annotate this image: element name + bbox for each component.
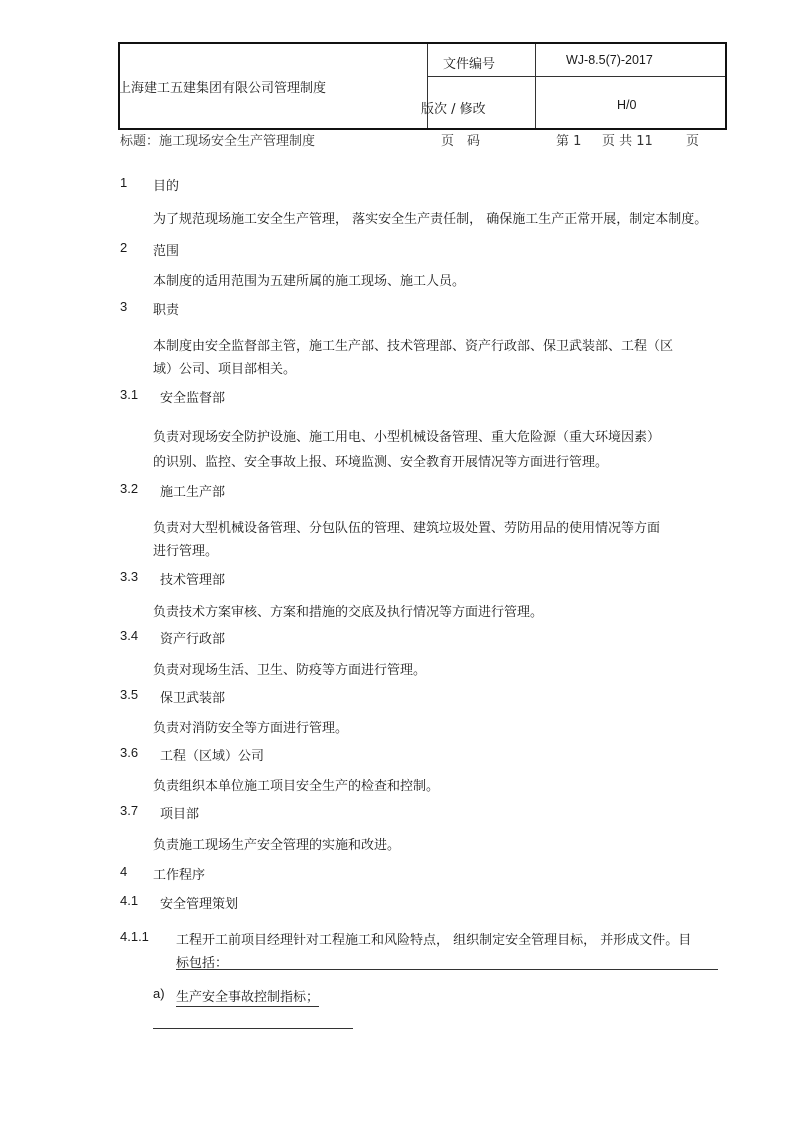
subsection-number: 3.2 [120,481,139,496]
subsection-title: 保卫武装部 [160,691,226,706]
page-number-middle: 页 共 11 [602,134,653,149]
subsection-number: 3.5 [120,687,139,702]
paragraph: 本制度的适用范围为五建所属的施工现场、施工人员。 [153,274,466,289]
page-label: 页 码 [441,134,481,149]
list-item-text: 生产安全事故控制指标； [176,986,319,1007]
paragraph: 为了规范现场施工安全生产管理， 落实安全生产责任制， 确保施工生产正常开展，制定本制度。 [153,212,708,227]
underline-rule [176,969,718,970]
section-title: 职责 [153,303,180,318]
subsection-number: 3.3 [120,569,139,584]
paragraph-line: 标包括： [176,956,229,971]
section-title: 目的 [153,179,180,194]
subsection-number: 3.1 [120,387,139,402]
paragraph-line: 负责对现场安全防护设施、施工用电、小型机械设备管理、重大危险源（重大环境因素） [153,430,661,445]
document-title: 标题：施工现场安全生产管理制度 [120,134,316,149]
subsection-title: 工程（区域）公司 [160,749,265,764]
paragraph: 负责施工现场生产安全管理的实施和改进。 [153,838,401,853]
page-number-prefix: 第 1 [556,134,582,149]
subsection-title: 资产行政部 [160,632,226,647]
header-row-divider [427,76,725,77]
paragraph-line: 的识别、监控、安全事故上报、环境监测、安全教育开展情况等方面进行管理。 [153,455,609,470]
clause-number: 4.1.1 [120,929,149,944]
subsection-title: 施工生产部 [160,485,226,500]
subsection-number: 3.6 [120,745,139,760]
page-number-suffix: 页 [686,134,700,149]
paragraph-line: 工程开工前项目经理针对工程施工和风险特点， 组织制定安全管理目标， 并形成文件。目 [176,933,692,948]
version-value: H/0 [617,98,637,112]
header-divider-2 [535,44,536,128]
paragraph-line: 进行管理。 [153,544,219,559]
subsection-title: 安全监督部 [160,391,226,406]
subsection-title: 安全管理策划 [160,897,239,912]
doc-number-label: 文件编号 [443,57,496,72]
section-number: 1 [120,175,128,190]
section-number: 4 [120,864,128,879]
section-number: 2 [120,240,128,255]
section-title: 工作程序 [153,868,206,883]
doc-number-value: WJ-8.5(7)-2017 [566,53,653,67]
subsection-title: 技术管理部 [160,573,226,588]
section-title: 范围 [153,244,180,259]
subsection-number: 3.4 [120,628,139,643]
paragraph: 负责技术方案审核、方案和措施的交底及执行情况等方面进行管理。 [153,605,544,620]
subsection-title: 项目部 [160,807,200,822]
paragraph-line: 本制度由安全监督部主管，施工生产部、技术管理部、资产行政部、保卫武装部、工程（区 [153,339,674,354]
subsection-number: 4.1 [120,893,139,908]
paragraph-line: 负责对大型机械设备管理、分包队伍的管理、建筑垃圾处置、劳防用品的使用情况等方面 [153,521,661,536]
list-marker: a) [153,986,165,1001]
version-label: 版次 / 修改 [421,102,486,117]
blank-fill-line [153,1028,353,1029]
paragraph: 负责组织本单位施工项目安全生产的检查和控制。 [153,779,440,794]
subsection-number: 3.7 [120,803,139,818]
paragraph: 负责对消防安全等方面进行管理。 [153,721,349,736]
paragraph-line: 域）公司、项目部相关。 [153,362,297,377]
section-number: 3 [120,299,128,314]
company-name: 上海建工五建集团有限公司管理制度 [118,81,327,96]
paragraph: 负责对现场生活、卫生、防疫等方面进行管理。 [153,663,427,678]
